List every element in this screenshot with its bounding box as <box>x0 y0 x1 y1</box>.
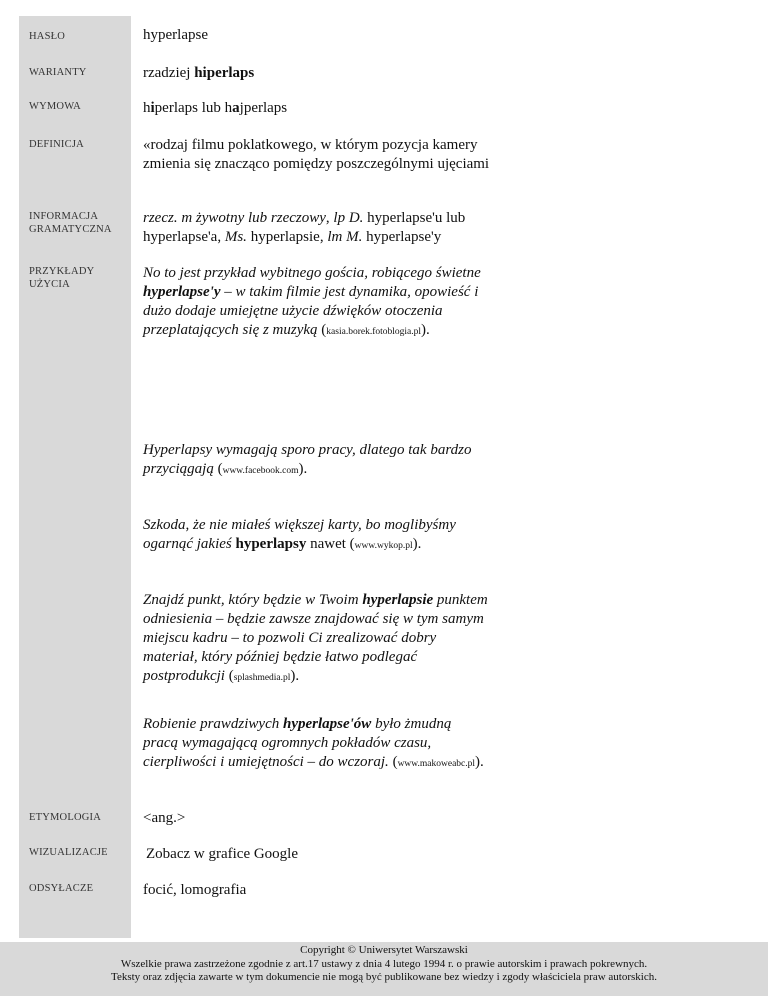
source-paren: ( <box>213 461 223 477</box>
label-warianty: WARIANTY <box>29 67 87 78</box>
grammar-italic: lp D. <box>333 210 364 226</box>
source-paren: ). <box>412 536 422 552</box>
pron-part: perlaps lub h <box>154 100 233 116</box>
label-line: GRAMATYCZNA <box>29 224 112 235</box>
example-source: splashmedia.pl <box>233 673 291 683</box>
label-odsylacze: ODSYŁACZE <box>29 883 94 894</box>
example-keyword: hyperlapsie <box>362 592 434 608</box>
label-line: INFORMACJA <box>29 211 99 222</box>
headword: hyperlapse <box>143 27 208 43</box>
example-source: kasia.borek.fotoblogia.pl <box>326 327 422 337</box>
pron-stress: i <box>150 100 155 116</box>
example-1 <box>143 264 488 342</box>
example-5 <box>143 715 488 774</box>
example-text: punktem odniesienia – będzie zawsze znajdować się w tym samym miejscu kadru – to pozwoli Ci zrealizować dobry materiał, który później będzie łatwo podlegać postprodukcji <box>143 592 488 684</box>
example-text: Hyperlapsy wymagają sporo pracy, dlatego tak bardzo przyciągają <box>143 442 472 477</box>
grammar-italic: rzecz. m żywotny lub rzeczowy <box>143 210 326 226</box>
source-paren: ( <box>317 322 327 338</box>
label-wymowa: WYMOWA <box>29 101 81 112</box>
example-2 <box>143 441 488 481</box>
source-paren: ( <box>388 754 398 770</box>
grammar-text: hyperlapse'y <box>362 229 442 245</box>
example-4 <box>143 591 488 688</box>
label-informacja-gramatyczna <box>29 210 129 236</box>
pron-stress: a <box>232 100 240 116</box>
example-text: Znajdź punkt, który będzie w Twoim <box>143 592 363 608</box>
label-line: PRZYKŁADY <box>29 266 95 277</box>
example-3 <box>143 516 488 556</box>
grammar-italic: Ms. <box>224 229 247 245</box>
source-paren: ). <box>475 754 484 770</box>
footer-notice: Teksty oraz zdjęcia zawarte w tym dokumencie nie mogą być publikowane bez wiedzy i zgody właściciela praw autorskich. <box>111 971 657 983</box>
grammar-text: hyperlapsie, <box>246 229 328 245</box>
label-column <box>19 16 131 938</box>
example-text: No to jest przykład wybitnego gościa, robiącego świetne <box>143 265 481 281</box>
source-paren: ( <box>345 536 355 552</box>
google-images-link[interactable]: Zobacz w grafice Google <box>146 846 299 862</box>
pron-part: jperlaps <box>239 100 288 116</box>
example-text: nawet <box>306 536 346 552</box>
source-paren: ). <box>421 322 430 338</box>
example-source: www.wykop.pl <box>354 541 413 551</box>
grammar-text: , <box>325 210 334 226</box>
source-paren: ). <box>298 461 308 477</box>
cross-references: focić, lomografia <box>143 882 247 898</box>
example-text: Robienie prawdziwych <box>143 716 283 732</box>
footer <box>0 942 768 996</box>
label-haslo: HASŁO <box>29 31 66 42</box>
definition: «rodzaj filmu poklatkowego, w którym pozycja kamery zmienia się znacząco pomiędzy poszczególnymi ujęciami <box>143 137 490 172</box>
label-wizualizacje: WIZUALIZACJE <box>29 847 108 858</box>
pronunciation <box>143 99 503 118</box>
label-definicja: DEFINICJA <box>29 139 84 150</box>
example-keyword: hyperlapse'ów <box>282 716 372 732</box>
label-przyklady-uzycia <box>29 265 129 291</box>
variants-prefix: rzadziej <box>143 65 195 81</box>
example-source: www.facebook.com <box>222 466 299 476</box>
etymology: <ang.> <box>143 810 186 826</box>
source-paren: ( <box>224 668 234 684</box>
pron-part: h <box>143 100 151 116</box>
grammar-text: hyperlapse'u lub hyperlapse'a, <box>143 210 466 245</box>
example-keyword: hyperlapse'y <box>143 284 221 300</box>
variants <box>143 64 503 83</box>
example-text: Szkoda, że nie miałeś większej karty, bo moglibyśmy ogarnąć jakieś <box>143 517 456 552</box>
example-text: było żmudną pracą wymagającą ogromnych pokładów czasu, cierpliwości i umiejętności – do wczoraj. <box>143 716 452 770</box>
footer-copyright: Copyright © Uniwersytet Warszawski <box>300 944 468 956</box>
source-paren: ). <box>290 668 300 684</box>
grammar-italic: lm M. <box>327 229 363 245</box>
label-etymologia: ETYMOLOGIA <box>29 812 101 823</box>
grammar-info <box>143 209 503 247</box>
example-text: – w takim filmie jest dynamika, opowieść i dużo dodaje umiejętne użycie dźwięków otoczenia przeplatających się z muzyką <box>143 284 479 338</box>
example-source: www.makoweabc.pl <box>397 759 476 769</box>
example-keyword: hyperlapsy <box>235 536 307 552</box>
variant-word: hiperlaps <box>194 65 255 81</box>
label-line: UŻYCIA <box>29 279 70 290</box>
footer-rights: Wszelkie prawa zastrzeżone zgodnie z art.17 ustawy z dnia 4 lutego 1994 r. o prawie autorskim i prawach pokrewnych. <box>120 957 648 970</box>
